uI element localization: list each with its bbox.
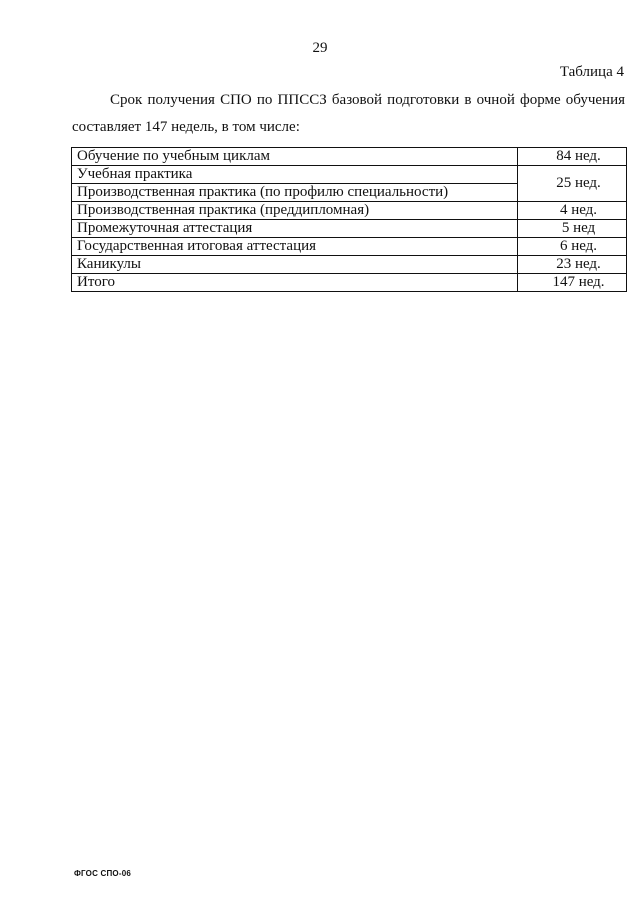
row-value: 25 нед.	[518, 166, 627, 202]
table-row-total	[72, 274, 627, 292]
row-label: Производственная практика (по профилю специальности)	[72, 184, 518, 202]
intro-paragraph: Срок получения СПО по ППССЗ базовой подготовки в очной форме обучения составляет 147 недель, в том числе:	[72, 92, 625, 135]
table-row	[72, 238, 627, 256]
row-label: Промежуточная аттестация	[72, 220, 518, 238]
row-label: Итого	[72, 274, 518, 292]
footer-code: ФГОС СПО-06	[74, 869, 131, 878]
row-value: 5 нед	[518, 220, 627, 238]
table-row	[72, 166, 627, 184]
table-label: Таблица 4	[559, 64, 624, 80]
table-row	[72, 148, 627, 166]
row-value: 84 нед.	[518, 148, 627, 166]
table-row	[72, 202, 627, 220]
row-value: 6 нед.	[518, 238, 627, 256]
table-row	[72, 256, 627, 274]
study-weeks-table	[71, 147, 627, 292]
row-label: Каникулы	[72, 256, 518, 274]
row-label: Государственная итоговая аттестация	[72, 238, 518, 256]
row-value: 147 нед.	[518, 274, 627, 292]
row-label: Обучение по учебным циклам	[72, 148, 518, 166]
row-value: 4 нед.	[518, 202, 627, 220]
row-value: 23 нед.	[518, 256, 627, 274]
page-number: 29	[312, 40, 328, 56]
row-label: Производственная практика (преддипломная)	[72, 202, 518, 220]
row-label: Учебная практика	[72, 166, 518, 184]
table-row	[72, 220, 627, 238]
